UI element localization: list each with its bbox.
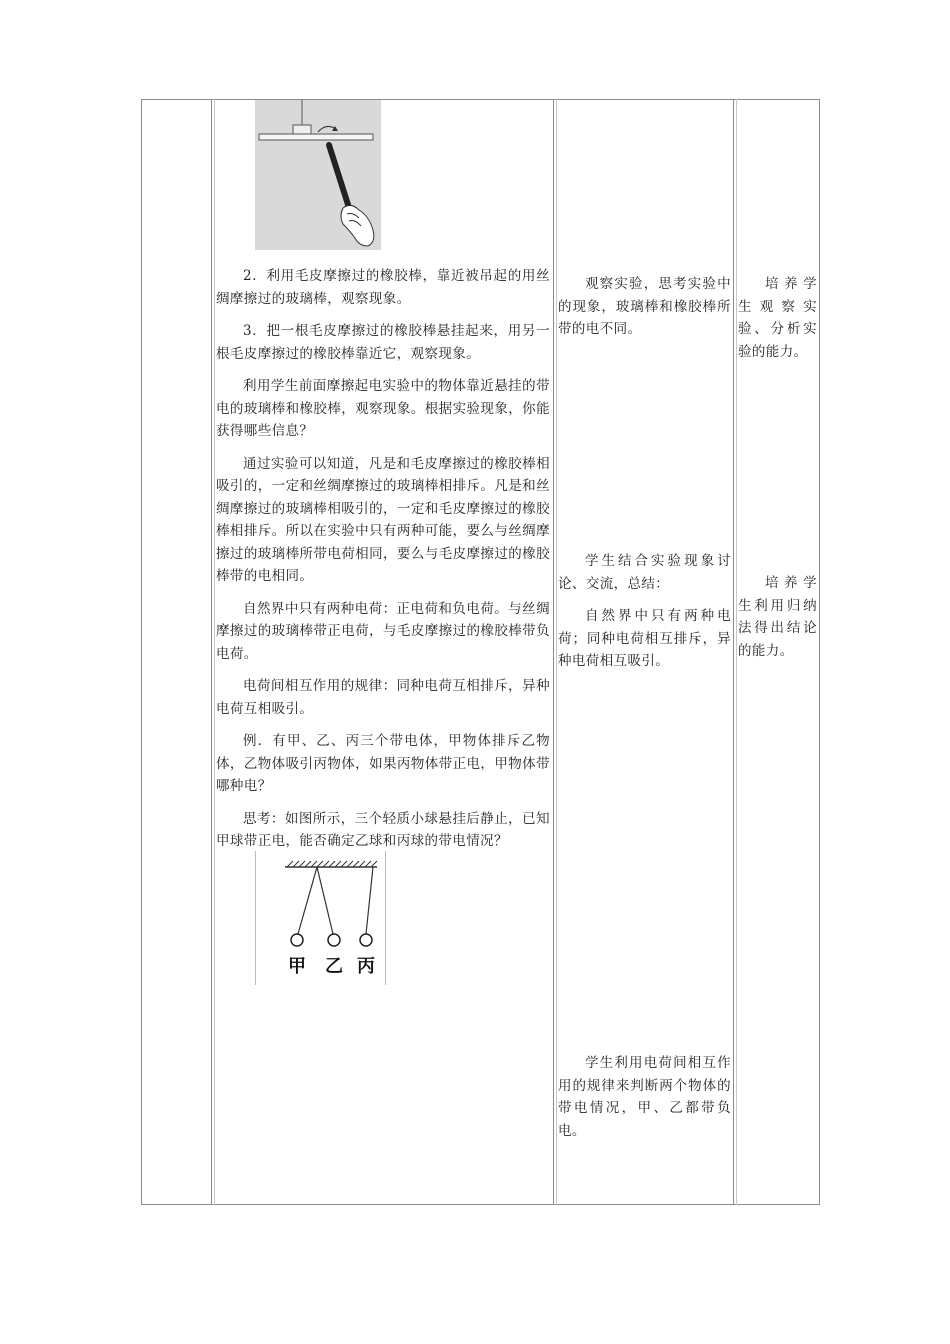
rod-experiment-figure	[255, 100, 381, 250]
column3-block-2	[558, 550, 731, 673]
design-intent-2: 培养学生利用归纳法得出结论的能力。	[738, 575, 817, 659]
column-divider-1	[211, 99, 212, 1205]
column-divider-3b	[736, 99, 737, 1205]
paragraph-1: 2．利用毛皮摩擦过的橡胶棒，靠近被吊起的用丝绸摩擦过的玻璃棒，观察现象。	[216, 268, 550, 307]
column4-block-2	[738, 572, 817, 662]
ball-label-yi: 乙	[325, 956, 343, 977]
student-activity-1: 观察实验，思考实验中的现象，玻璃棒和橡胶棒所带的电不同。	[558, 276, 731, 337]
column2-text	[216, 265, 550, 853]
column3-block-1	[558, 273, 731, 341]
table-bottom-border	[141, 1204, 820, 1205]
ball-label-bing: 丙	[357, 956, 375, 977]
ball-label-jia: 甲	[288, 956, 306, 977]
table-top-border	[141, 99, 820, 100]
column3-block-3	[558, 1052, 731, 1142]
paragraph-8: 思考：如图所示，三个轻质小球悬挂后静止，已知甲球带正电，能否确定乙球和丙球的带电情况？	[216, 810, 550, 849]
three-balls-figure	[255, 851, 386, 985]
table-left-border	[141, 99, 142, 1205]
paragraph-3: 利用学生前面摩擦起电实验中的物体靠近悬挂的带电的玻璃棒和橡胶棒，观察现象。根据实验现象，你能获得哪些信息？	[216, 378, 550, 439]
paragraph-4: 通过实验可以知道，凡是和毛皮摩擦过的橡胶棒相吸引的，一定和丝绸摩擦过的玻璃棒相排斥。凡是和丝绸摩擦过的玻璃棒相吸引的，一定和毛皮摩擦过的橡胶棒相排斥。所以在实验中只有两种可能，要么与丝绸摩擦过的玻璃棒所带电荷相同，要么与毛皮摩擦过的橡胶棒带的电相同。	[216, 455, 550, 584]
column-divider-2	[553, 99, 554, 1205]
column-divider-1b	[214, 99, 215, 1205]
paragraph-6: 电荷间相互作用的规律：同种电荷互相排斥，异种电荷互相吸引。	[216, 678, 550, 717]
paragraph-5: 自然界中只有两种电荷：正电荷和负电荷。与丝绸摩擦过的玻璃棒带正电荷，与毛皮摩擦过的橡胶棒带负电荷。	[216, 600, 550, 662]
student-activity-4: 学生利用电荷间相互作用的规律来判断两个物体的带电情况，甲、乙都带负电。	[558, 1055, 731, 1139]
paragraph-2: 3．把一根毛皮摩擦过的橡胶棒悬挂起来，用另一根毛皮摩擦过的橡胶棒靠近它，观察现象。	[216, 323, 550, 362]
column-divider-3	[733, 99, 734, 1205]
student-activity-2: 学生结合实验现象讨论、交流，总结：	[558, 553, 731, 592]
column-divider-2b	[556, 99, 557, 1205]
column4-block-1	[738, 273, 817, 363]
paragraph-7: 例．有甲、乙、丙三个带电体，甲物体排斥乙物体，乙物体吸引丙物体，如果丙物体带正电，甲物体带哪种电？	[216, 733, 550, 794]
student-activity-3: 自然界中只有两种电荷；同种电荷相互排斥，异种电荷相互吸引。	[558, 608, 731, 669]
design-intent-1: 培养学生观察实验、分析实验的能力。	[738, 276, 817, 360]
table-right-border	[819, 99, 820, 1205]
